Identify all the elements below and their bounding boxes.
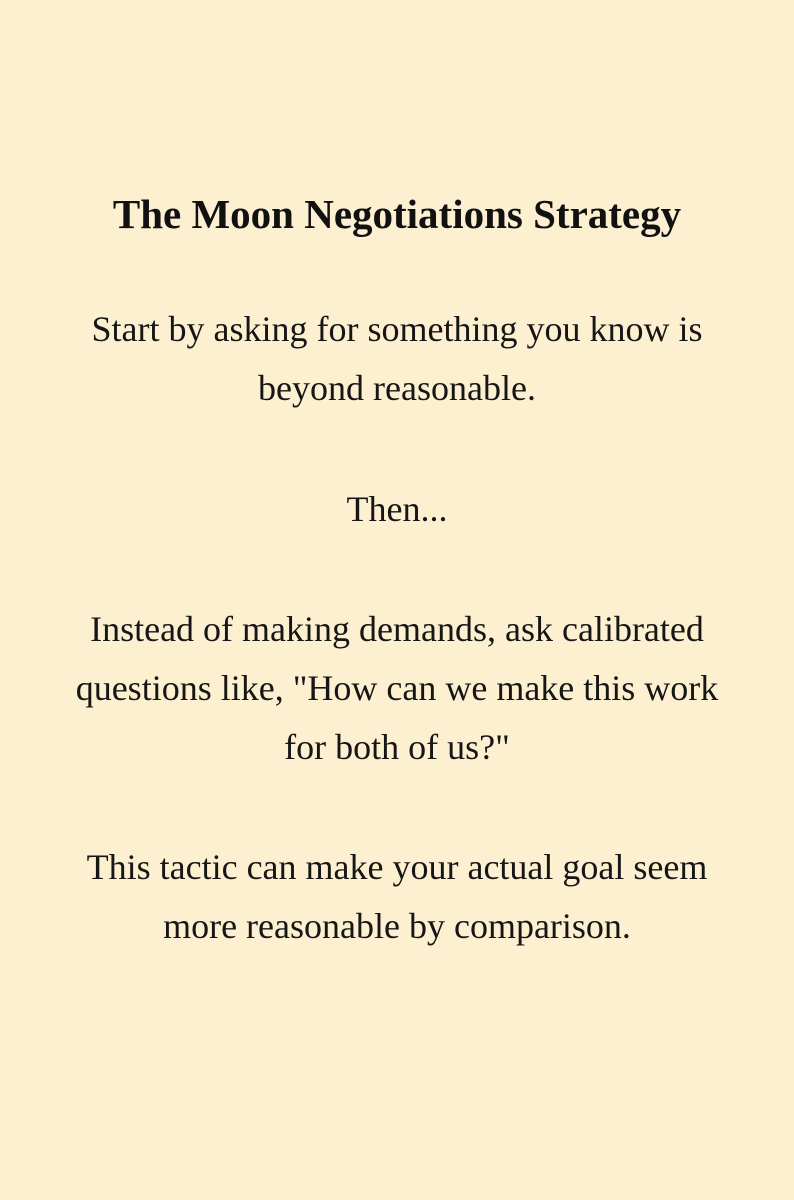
paragraph-then — [40, 480, 754, 539]
paragraph-line: more reasonable by comparison. — [163, 906, 631, 946]
paragraph-line: beyond reasonable. — [258, 368, 536, 408]
paragraph-conclusion — [40, 838, 754, 956]
paragraph-line: This tactic can make your actual goal seem — [86, 847, 708, 887]
paragraph-line: for both of us?" — [284, 727, 510, 767]
page-title: The Moon Negotiations Strategy — [112, 191, 682, 237]
paragraph-line: Start by asking for something you know is — [91, 309, 703, 349]
paragraph-line: Instead of making demands, ask calibrated — [90, 609, 704, 649]
paragraph-intro — [40, 300, 754, 418]
paragraph-line: questions like, "How can we make this work — [75, 668, 719, 708]
paragraph-line: Then... — [346, 489, 448, 529]
paragraph-calibrated-questions — [40, 600, 754, 777]
